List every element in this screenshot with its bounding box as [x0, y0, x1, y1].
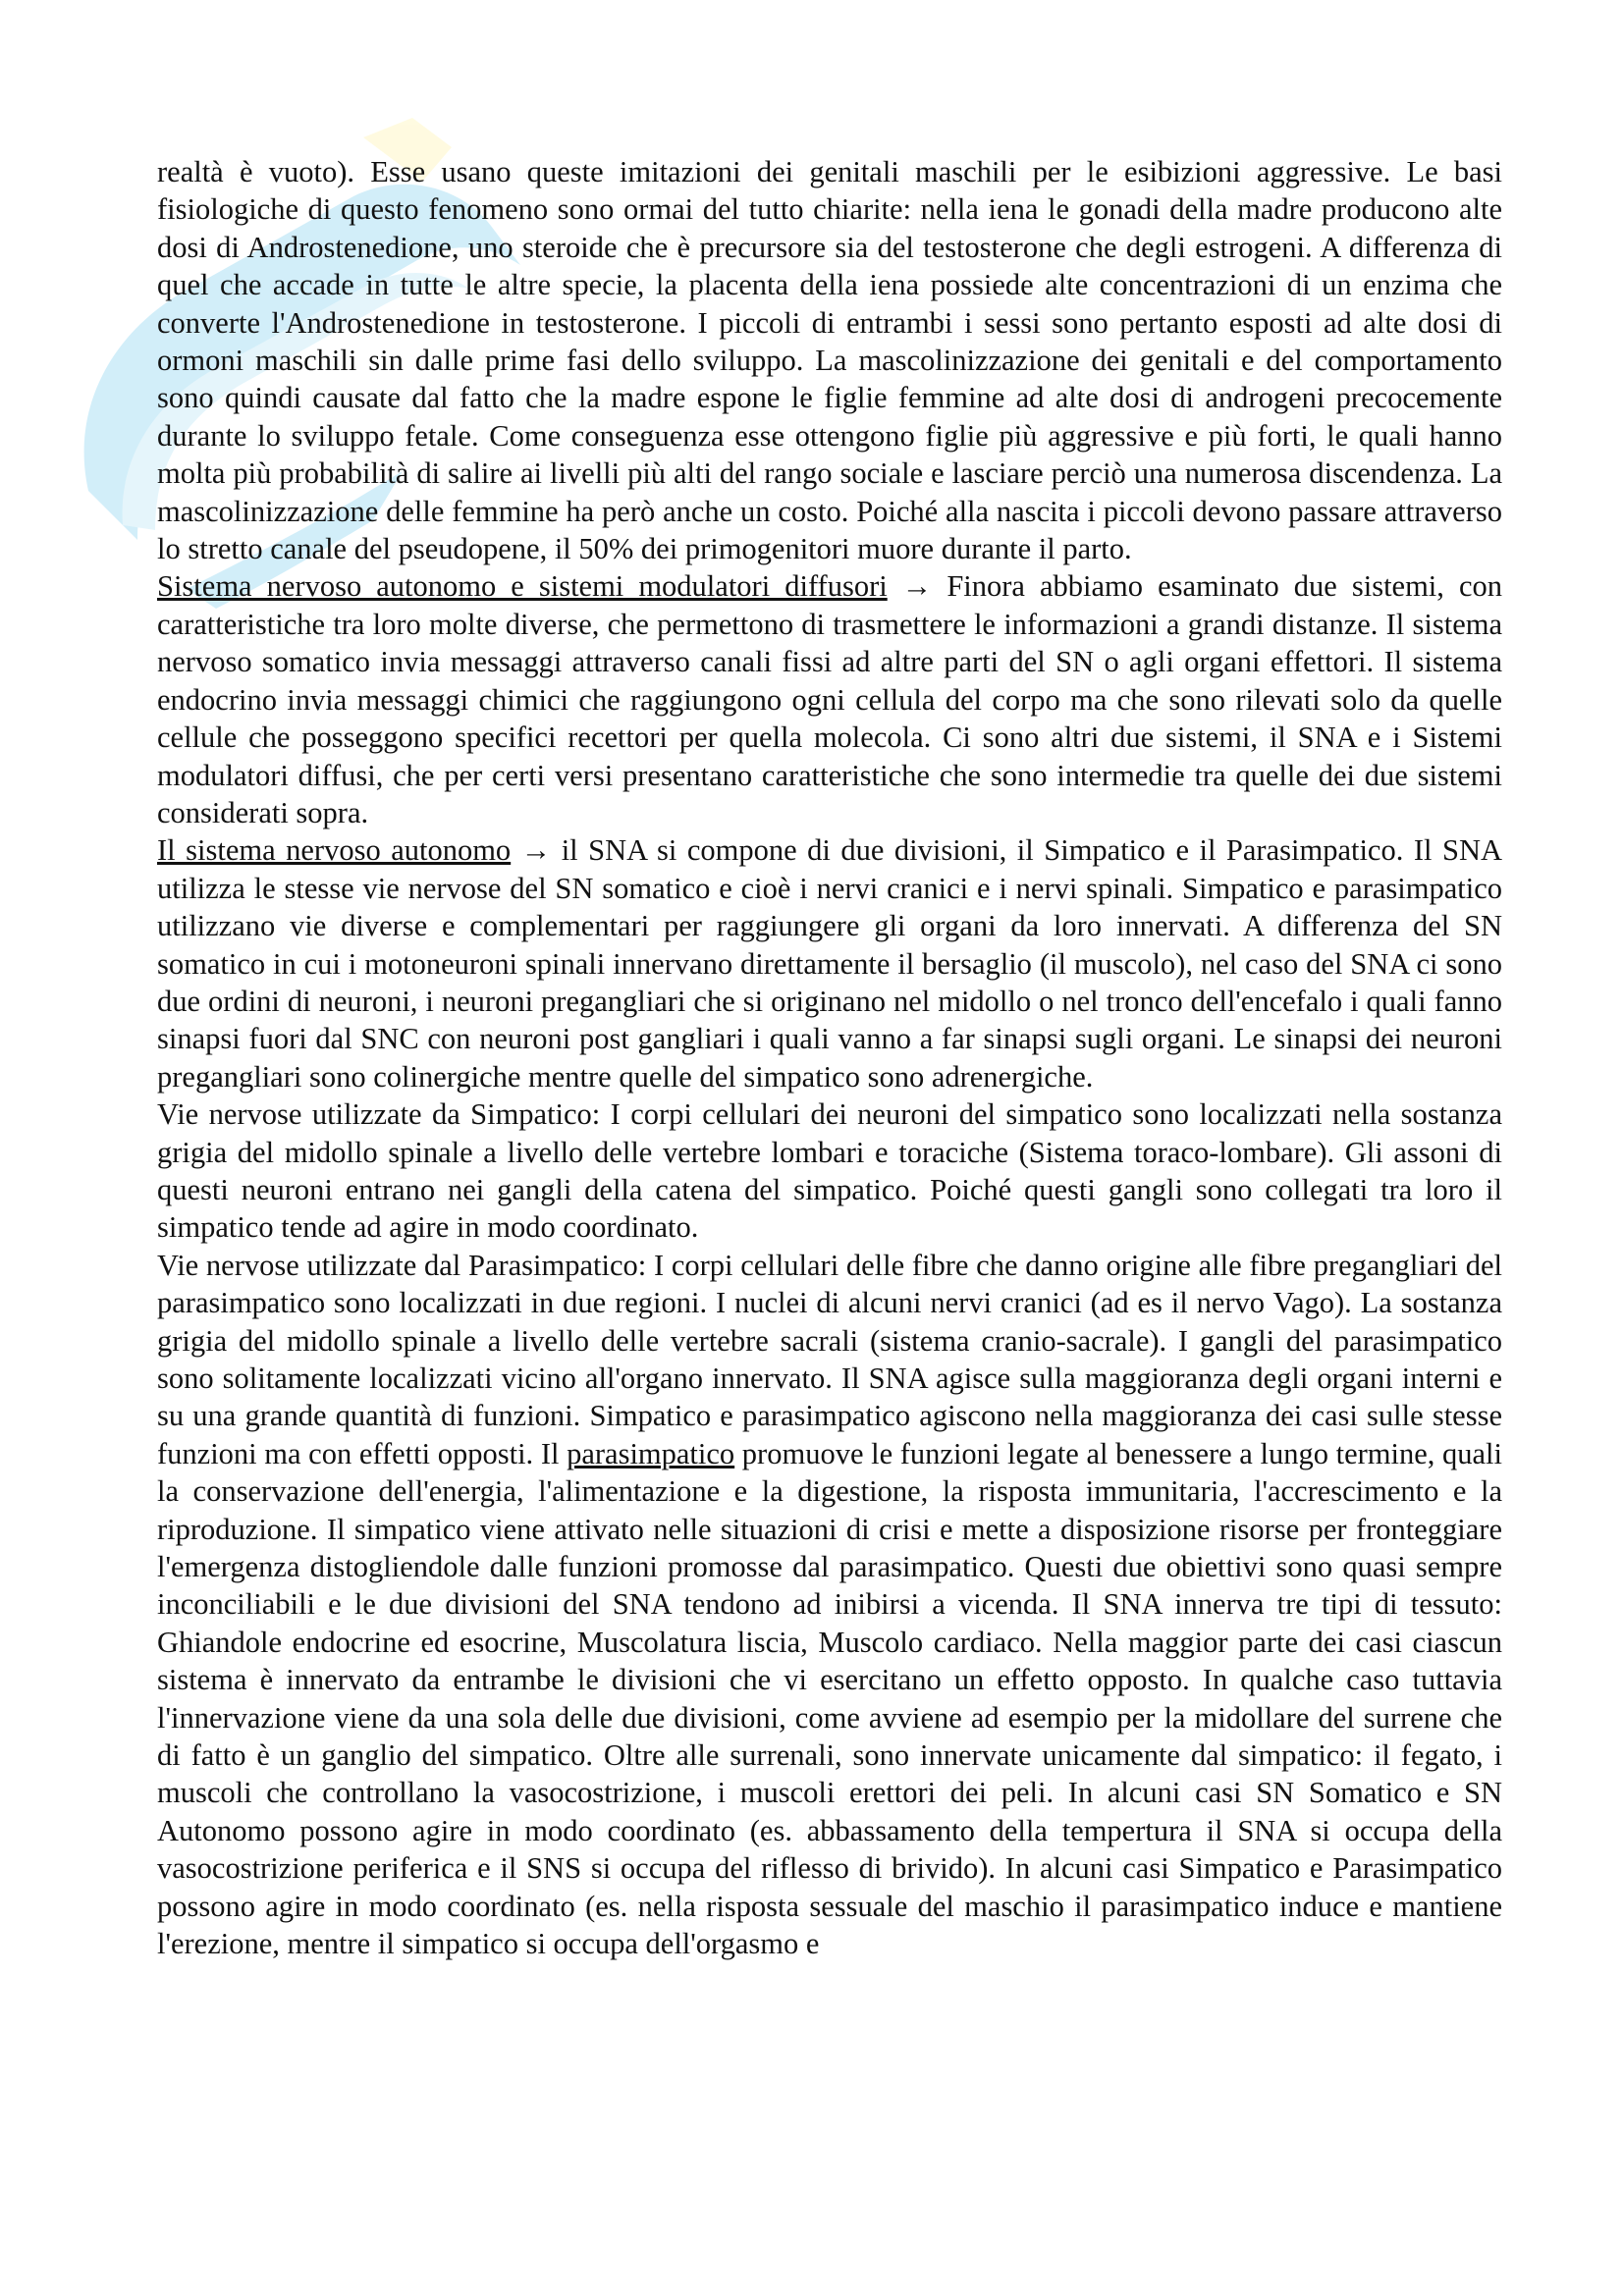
section-heading-sna-diffusi: Sistema nervoso autonomo e sistemi modulatori diffusori: [157, 569, 888, 604]
paragraph-sna-text: → il SNA si compone di due divisioni, il Simpatico e il Parasimpatico. Il SNA utilizza le stesse vie nervose del SN somatico e cioè i nervi cranici e i nervi spinali. Simpatico e parasimpatico utilizzano vie diverse e complementari per raggiungere gli organi da loro innervati. A differenza del SN somatico in cui i motoneuroni spinali innervano direttamente il bersaglio (il muscolo), nel caso del SNA ci sono due ordini di neuroni, i neuroni pregangliari che si originano nel midollo o nel tronco dell'encefalo i quali fanno sinapsi fuori dal SNC con neuroni post gangliari i quali vanno a far sinapsi sugli organi. Le sinapsi dei neuroni pregangliari sono colinergiche mentre quelle del simpatico sono adrenergiche.: [157, 833, 1502, 1094]
underlined-term-parasimpatico: parasimpatico: [567, 1436, 735, 1470]
document-body: [157, 153, 1502, 1963]
paragraph-parasimpatico-text-before: Vie nervose utilizzate dal Parasimpatico: I corpi cellulari delle fibre che danno origine alle fibre pregangliari del parasimpatico sono localizzati in due regioni. I nuclei di alcuni nervi cranici (ad es il nervo Vago). La sostanza grigia del midollo spinale a livello delle vertebre sacrali (sistema cranio-sacrale). I gangli del parasimpatico sono solitamente localizzati vicino all'organo innervato. Il SNA agisce sulla maggioranza degli organi interni e su una grande quantità di funzioni. Simpatico e parasimpatico agiscono nella maggioranza dei casi sulle stesse funzioni ma con effetti opposti. Il: [157, 1248, 1502, 1470]
section-heading-sna: Il sistema nervoso autonomo: [157, 833, 512, 868]
paragraph-parasimpatico-text-after: promuove le funzioni legate al benessere a lungo termine, quali la conservazione dell'energia, l'alimentazione e la digestione, la risposta immunitaria, l'accrescimento e la riproduzione. Il simpatico viene attivato nelle situazioni di crisi e mette a disposizione risorse per fronteggiare l'emergenza distogliendole dalle funzioni promosse dal parasimpatico. Questi due obiettivi sono quasi sempre inconciliabili e le due divisioni del SNA tendono ad inibirsi a vicenda. Il SNA innerva tre tipi di tessuto: Ghiandole endocrine ed esocrine, Muscolatura liscia, Muscolo cardiaco. Nella maggior parte dei casi ciascun sistema è innervato da entrambe le divisioni che vi esercitano un effetto opposto. In qualche caso tuttavia l'innervazione viene da una sola delle due divisioni, come avviene ad esempio per la midollare del surrene che di fatto è un ganglio del simpatico. Oltre alle surrenali, sono innervate unicamente dal simpatico: il fegato, i muscoli che controllano la vasocostrizione, i muscoli erettori dei peli. In alcuni casi SN Somatico e SN Autonomo possono agire in modo coordinato (es. abbassamento della tempertura il SNA si occupa della vasocostrizione periferica e il SNS si occupa del riflesso di brivido). In alcuni casi Simpatico e Parasimpatico possono agire in modo coordinato (es. nella risposta sessuale del maschio il parasimpatico induce e mantiene l'erezione, mentre il simpatico si occupa dell'orgasmo e: [157, 1436, 1502, 1961]
paragraph-sna-intro-text: → Finora abbiamo esaminato due sistemi, con caratteristiche tra loro molte diverse, che permettono di trasmettere le informazioni a grandi distanze. Il sistema nervoso somatico invia messaggi attraverso canali fissi ad altre parti del SN o agli organi effettori. Il sistema endocrino invia messaggi chimici che raggiungono ogni cellula del corpo ma che sono rilevati solo da quelle cellule che posseggono specifici recettori per quella molecola. Ci sono altri due sistemi, il SNA e i Sistemi modulatori diffusi, che per certi versi presentano caratteristiche che sono intermedie tra quelle dei due sistemi considerati sopra.: [157, 569, 1502, 829]
paragraph-hyena: realtà è vuoto). Esse usano queste imitazioni dei genitali maschili per le esibizioni aggressive. Le basi fisiologiche di questo fenomeno sono ormai del tutto chiarite: nella iena le gonadi della madre producono alte dosi di Androstenedione, uno steroide che è precursore sia del testosterone che degli estrogeni. A differenza di quel che accade in tutte le altre specie, la placenta della iena possiede alte concentrazioni di un enzima che converte l'Androstenedione in testosterone. I piccoli di entrambi i sessi sono pertanto esposti ad alte dosi di ormoni maschili sin dalle prime fasi dello sviluppo. La mascolinizzazione dei genitali e del comportamento sono quindi causate dal fatto che la madre espone le figlie femmine ad alte dosi di androgeni precocemente durante lo sviluppo fetale. Come conseguenza esse ottengono figlie più aggressive e più forti, le quali hanno molta più probabilità di salire ai livelli più alti del rango sociale e lasciare perciò una numerosa discendenza. La mascolinizzazione delle femmine ha però anche un costo. Poiché alla nascita i piccoli devono passare attraverso lo stretto canale del pseudopene, il 50% dei primogenitori muore durante il parto.: [157, 155, 1502, 566]
paragraph-sna-intro: [157, 567, 1502, 831]
paragraph-simpatico: Vie nervose utilizzate da Simpatico: I corpi cellulari dei neuroni del simpatico sono localizzati nella sostanza grigia del midollo spinale a livello delle vertebre lombari e toraciche (Sistema toraco-lombare). Gli assoni di questi neuroni entrano nei gangli della catena del simpatico. Poiché questi gangli sono collegati tra loro il simpatico tende ad agire in modo coordinato.: [157, 1097, 1502, 1245]
paragraph-sna: [157, 831, 1502, 1095]
paragraph-parasimpatico: [157, 1247, 1502, 1963]
